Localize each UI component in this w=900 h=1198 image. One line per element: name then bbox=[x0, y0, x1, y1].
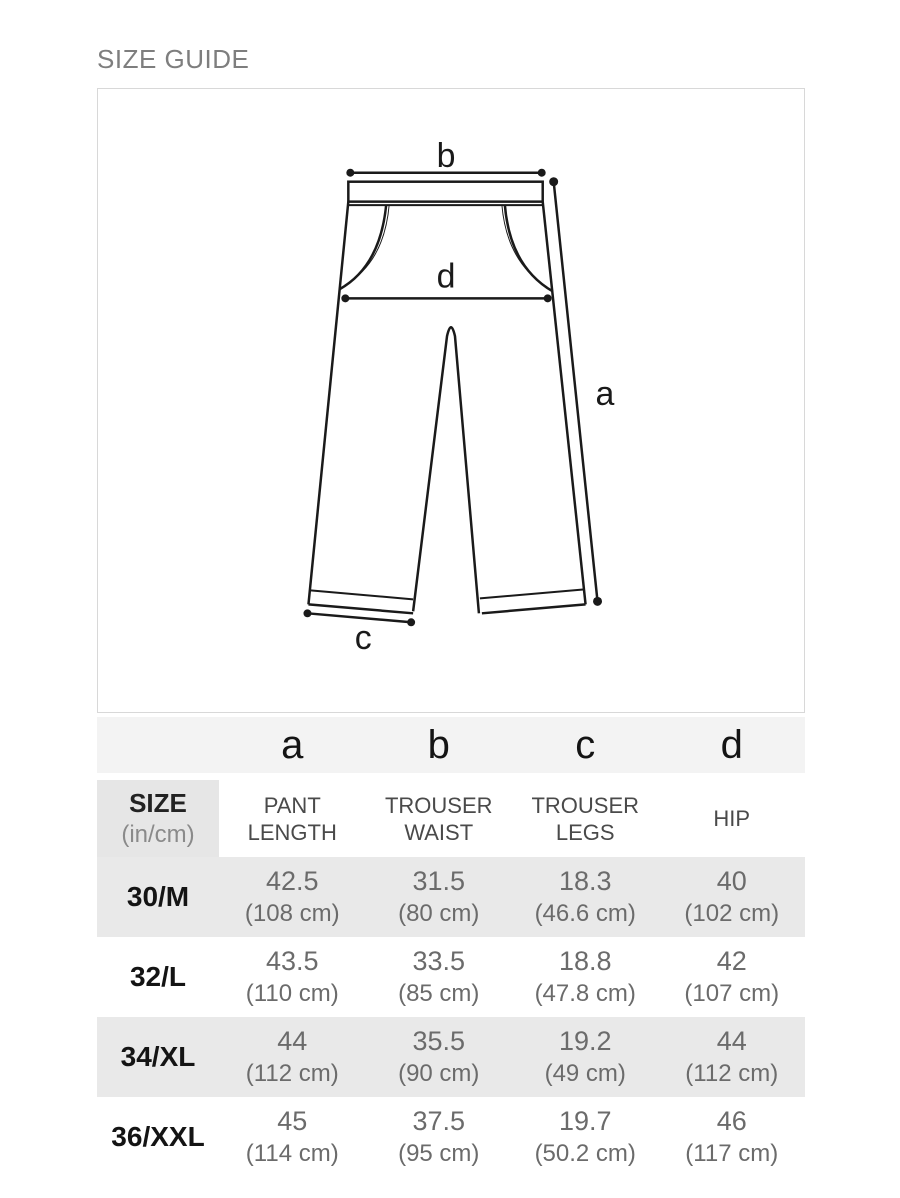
col-header-pant-length: PANT LENGTH bbox=[247, 792, 337, 845]
table-row bbox=[97, 1017, 805, 1097]
measure-label-c: c bbox=[354, 619, 372, 658]
table-header-row bbox=[97, 780, 805, 857]
cell-trouser-waist: 35.5 (90 cm) bbox=[398, 1026, 480, 1087]
table-row bbox=[97, 937, 805, 1017]
letter-a: a bbox=[281, 722, 304, 767]
row-size-label: 36/XXL bbox=[111, 1121, 205, 1152]
row-size-label: 30/M bbox=[126, 881, 190, 912]
right-hem bbox=[482, 604, 586, 613]
inner-seams bbox=[413, 327, 479, 613]
cell-trouser-legs: 18.8 (47.8 cm) bbox=[534, 946, 636, 1007]
cell-trouser-legs: 18.3 (46.6 cm) bbox=[534, 866, 636, 927]
measure-label-d: d bbox=[436, 257, 456, 296]
col-header-trouser-legs: TROUSER LEGS bbox=[531, 792, 640, 845]
col-header-hip: HIP bbox=[713, 806, 751, 831]
row-size-label: 32/L bbox=[129, 961, 187, 992]
letter-b: b bbox=[427, 722, 450, 767]
cell-trouser-waist: 37.5 (95 cm) bbox=[398, 1106, 480, 1167]
cell-hip: 46 (117 cm) bbox=[685, 1106, 779, 1167]
waistband bbox=[348, 182, 542, 202]
measure-label-b: b bbox=[436, 136, 456, 175]
page-title: SIZE GUIDE bbox=[97, 44, 250, 74]
pants-diagram-box bbox=[97, 88, 805, 713]
size-header-cell bbox=[97, 780, 219, 857]
pants-diagram bbox=[98, 89, 804, 712]
letters-row bbox=[97, 717, 805, 773]
letter-c: c bbox=[575, 722, 596, 767]
cell-hip: 40 (102 cm) bbox=[684, 866, 780, 927]
table-row bbox=[97, 857, 805, 937]
right-outer-seam bbox=[543, 202, 586, 605]
cell-pant-length: 45 (114 cm) bbox=[245, 1106, 339, 1167]
cell-trouser-waist: 31.5 (80 cm) bbox=[398, 866, 480, 927]
cell-hip: 44 (112 cm) bbox=[685, 1026, 779, 1087]
left-hem bbox=[308, 604, 413, 613]
left-outer-seam bbox=[308, 202, 348, 605]
cell-pant-length: 43.5 (110 cm) bbox=[245, 946, 339, 1007]
measure-line-a bbox=[554, 182, 598, 602]
size-header-title: SIZE bbox=[129, 788, 187, 818]
measure-label-a: a bbox=[595, 374, 615, 413]
cell-hip: 42 (107 cm) bbox=[684, 946, 780, 1007]
cell-trouser-legs: 19.2 (49 cm) bbox=[544, 1026, 626, 1087]
row-size-label: 34/XL bbox=[120, 1041, 196, 1072]
cell-pant-length: 42.5 (108 cm) bbox=[244, 866, 340, 927]
letter-d: d bbox=[720, 722, 743, 767]
table-row bbox=[97, 1097, 805, 1177]
cell-trouser-waist: 33.5 (85 cm) bbox=[398, 946, 480, 1007]
size-header-unit: (in/cm) bbox=[121, 821, 195, 848]
cell-trouser-legs: 19.7 (50.2 cm) bbox=[534, 1106, 636, 1167]
cell-pant-length: 44 (112 cm) bbox=[245, 1026, 339, 1087]
col-header-trouser-waist: TROUSER WAIST bbox=[384, 792, 493, 845]
